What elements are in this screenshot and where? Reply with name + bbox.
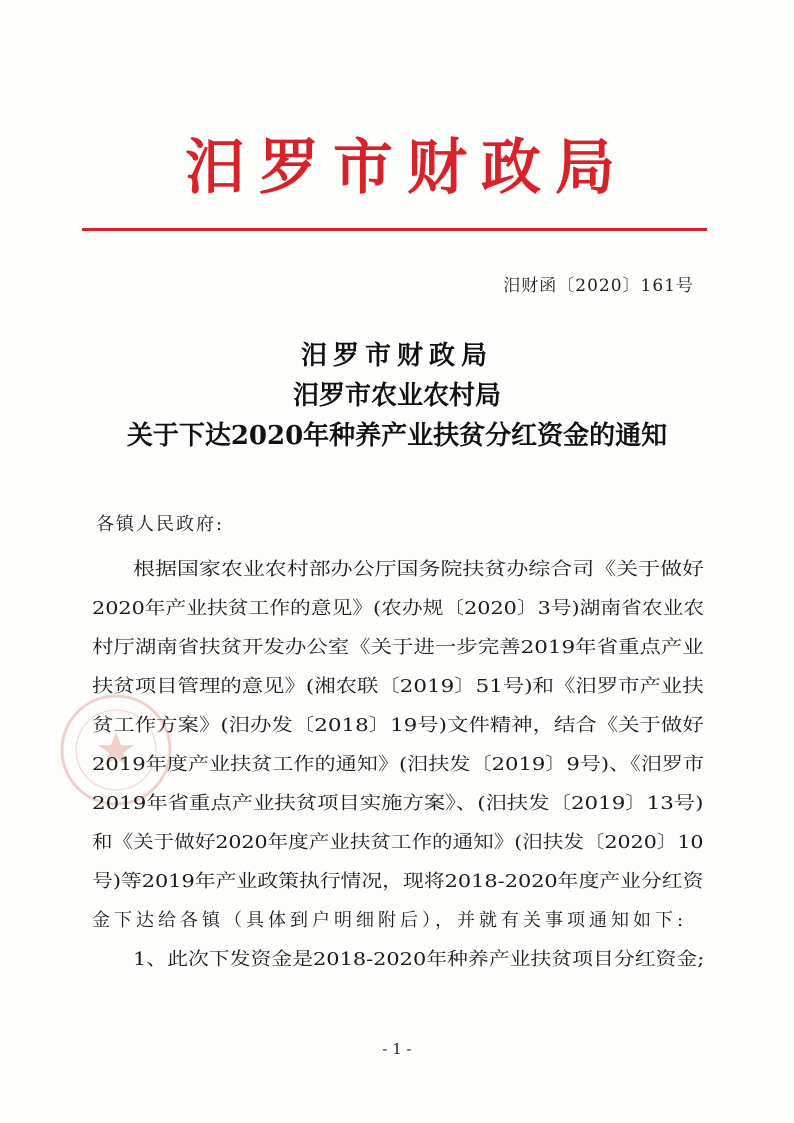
- body-line: 根据国家农业农村部办公厅国务院扶贫办综合司《关于做好: [133, 559, 704, 580]
- body-line: 金下达给各镇（具体到户明细附后），并就有关事项通知如下:: [92, 910, 688, 931]
- body-line: 村厅湖南省扶贫开发办公室《关于进一步完善2019年省重点产业: [92, 637, 704, 658]
- title-line-1: 汨罗市财政局: [300, 341, 493, 371]
- title-line-3: 关于下达2020年种养产业扶贫分红资金的通知: [126, 421, 668, 451]
- title-line-2: 汨罗市农业农村局: [292, 381, 501, 411]
- body-line: 贫工作方案》(汨办发〔2018〕19号)文件精神，结合《关于做好: [92, 715, 704, 736]
- page-number: - 1 -: [382, 1040, 412, 1058]
- addressee: 各镇人民政府:: [96, 514, 225, 535]
- document-title: [0, 336, 794, 456]
- body-line: 1、此次下发资金是2018-2020年种养产业扶贫项目分红资金;: [133, 949, 705, 970]
- body-line: 2019年度产业扶贫工作的通知》(汨扶发〔2019〕9号)、《汨罗市: [92, 754, 705, 775]
- body-line: 扶贫项目管理的意见》(湘农联〔2019〕51号)和《汨罗市产业扶: [92, 676, 704, 697]
- body-line: 号)等2019年产业政策执行情况，现将2018-2020年度产业分红资: [92, 871, 704, 892]
- document-number: 汨财函〔2020〕161号: [503, 276, 694, 296]
- body-line: 和《关于做好2020年度产业扶贫工作的通知》(汨扶发〔2020〕10: [92, 832, 704, 853]
- header-red-rule: [82, 228, 707, 231]
- issuing-authority-header: 汨罗市财政局: [185, 133, 629, 203]
- body-line: 2020年产业扶贫工作的意见》(农办规〔2020〕3号)湖南省农业农: [92, 598, 705, 619]
- body-line: 2019年省重点产业扶贫项目实施方案》、(汨扶发〔2019〕13号): [92, 793, 704, 814]
